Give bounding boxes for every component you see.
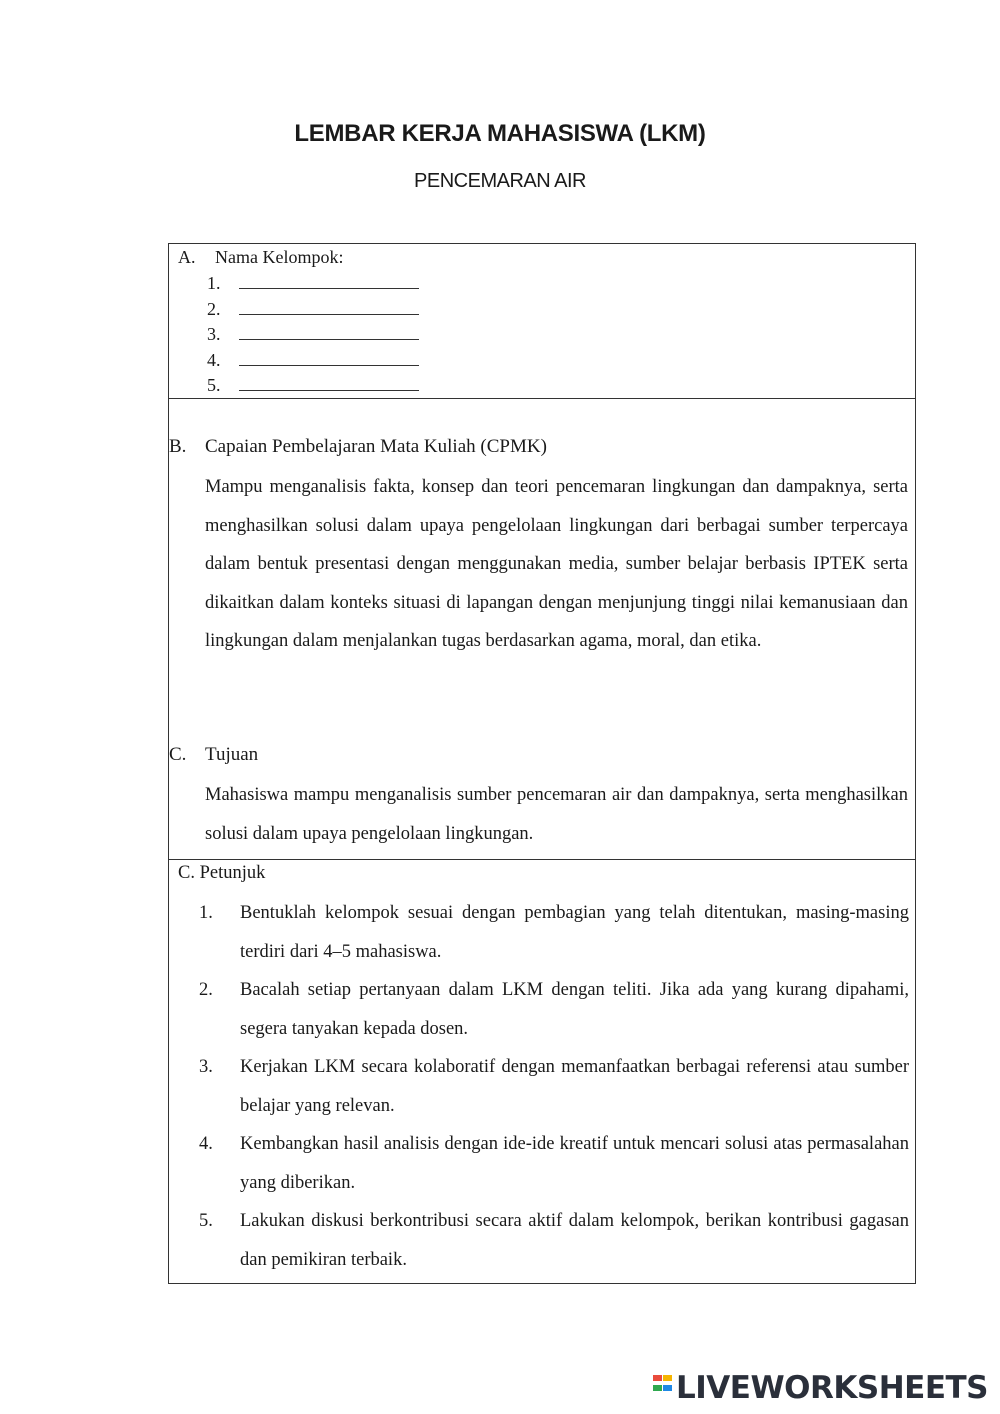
page-subtitle: PENCEMARAN AIR	[414, 170, 586, 192]
name-input-line[interactable]	[239, 349, 419, 366]
list-item	[169, 894, 909, 971]
liveworksheets-brand[interactable]	[653, 1370, 988, 1406]
step-number: 1.	[199, 903, 213, 923]
group-names-heading	[178, 247, 343, 268]
name-field-row	[207, 272, 419, 294]
name-input-line[interactable]	[239, 298, 419, 315]
step-number: 4.	[199, 1134, 213, 1154]
section-letter: B.	[169, 436, 187, 457]
step-text: Lakukan diskusi berkontribusi secara aktif dalam kelompok, berikan kontribusi gagasan dan pemikiran terbaik.	[240, 1211, 909, 1270]
name-number: 3.	[207, 324, 221, 344]
cpmk-and-objective-box	[168, 398, 916, 860]
name-field-row	[207, 323, 419, 345]
step-text: Kerjakan LKM secara kolaboratif dengan memanfaatkan berbagai referensi atau sumber belajar yang relevan.	[240, 1057, 909, 1116]
list-item	[169, 1202, 909, 1279]
list-item	[169, 971, 909, 1048]
instruction-list	[169, 894, 909, 1279]
name-number: 4.	[207, 350, 221, 370]
cpmk-paragraph: Mampu menganalisis fakta, konsep dan teori pencemaran lingkungan dan dampaknya, serta menghasilkan solusi dalam upaya pengelolaan lingkungan dari berbagai sumber terpercaya dalam bentuk presentasi dengan menggunakan media, sumber belajar berbasis IPTEK serta dikaitkan dalam konteks situasi di lapangan dengan menjunjung tinggi nilai kemanusiaan dan lingkungan dalam menjalankan tugas berdasarkan agama, moral, dan etika.	[205, 477, 908, 651]
section-heading: Tujuan	[205, 744, 259, 765]
name-number: 1.	[207, 273, 221, 293]
step-text: Kembangkan hasil analisis dengan ide-ide kreatif untuk mencari solusi atas permasalahan yang diberikan.	[240, 1134, 909, 1193]
list-item	[169, 1125, 909, 1202]
section-letter: A.	[178, 247, 196, 267]
step-number: 5.	[199, 1211, 213, 1231]
list-item	[169, 1048, 909, 1125]
name-number: 5.	[207, 375, 221, 395]
step-number: 3.	[199, 1057, 213, 1077]
step-number: 2.	[199, 980, 213, 1000]
section-letter: C.	[169, 744, 187, 765]
brand-name: LIVEWORKSHEETS	[676, 1370, 988, 1406]
name-field-row	[207, 298, 419, 320]
objective-paragraph: Mahasiswa mampu menganalisis sumber pencemaran air dan dampaknya, serta menghasilkan solusi dalam upaya pengelolaan lingkungan.	[205, 785, 908, 844]
name-input-line[interactable]	[239, 374, 419, 391]
name-field-row	[207, 349, 419, 371]
name-input-line[interactable]	[239, 272, 419, 289]
liveworksheets-logo-icon	[653, 1375, 673, 1401]
section-heading: Capaian Pembelajaran Mata Kuliah (CPMK)	[205, 436, 547, 457]
name-input-line[interactable]	[239, 323, 419, 340]
page-title: LEMBAR KERJA MAHASISWA (LKM)	[294, 120, 706, 147]
objective-heading	[169, 744, 258, 766]
name-field-row	[207, 374, 419, 396]
cpmk-heading	[169, 436, 547, 458]
group-names-box	[168, 243, 916, 399]
step-text: Bacalah setiap pertanyaan dalam LKM dengan teliti. Jika ada yang kurang dipahami, segera tanyakan kepada dosen.	[240, 980, 909, 1039]
section-heading: Nama Kelompok:	[215, 247, 344, 267]
instructions-heading: C. Petunjuk	[178, 863, 266, 883]
step-text: Bentuklah kelompok sesuai dengan pembagian yang telah ditentukan, masing-masing terdiri dari 4–5 mahasiswa.	[240, 903, 909, 962]
instructions-box	[168, 859, 916, 1284]
name-number: 2.	[207, 299, 221, 319]
